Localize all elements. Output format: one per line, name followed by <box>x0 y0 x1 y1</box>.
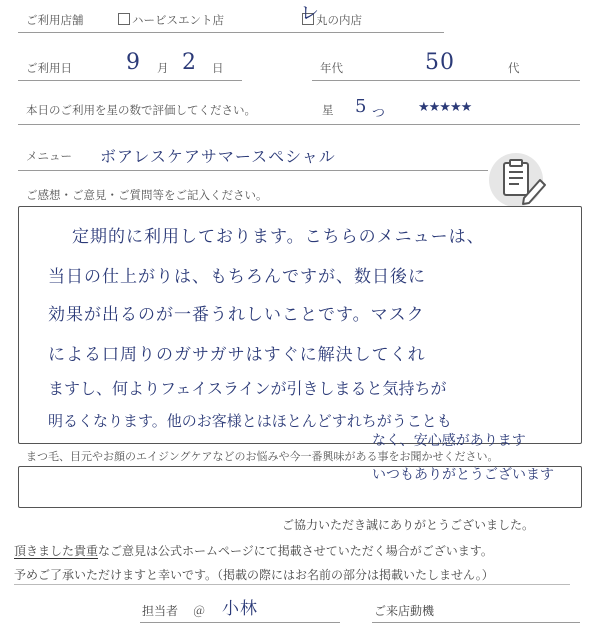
feedback-line: なく、安心感があります <box>372 433 526 449</box>
feedback-line: 定期的に利用しております。こちらのメニューは、 <box>72 227 485 247</box>
age-unit: 代 <box>508 61 520 75</box>
rating-stars: ★★★★★ <box>418 100 472 115</box>
clipboard-pencil-icon <box>488 152 552 212</box>
month-unit: 月 <box>157 61 169 75</box>
checkbox[interactable] <box>118 13 130 25</box>
feedback-line: いつもありがとうございます <box>372 467 554 483</box>
store-option-marunouchi[interactable]: 丸の内店 <box>302 12 362 28</box>
feedback-line: 当日の仕上がりは、もちろんですが、数日後に <box>48 267 426 287</box>
visit-month: 9 <box>126 50 141 75</box>
feedback-line: による口周りのガサガサはすぐに解決してくれ <box>48 345 426 365</box>
visit-date-label: ご利用日 <box>26 61 72 75</box>
feedback-line: ますし、何よりフェイスラインが引きしまると気持ちが <box>48 379 447 398</box>
visit-motive-label: ご来店動機 <box>374 604 435 618</box>
rating-unit: つ <box>372 106 387 121</box>
menu-value: ボアレスケアサマースペシャル <box>100 147 336 166</box>
notice-text-2: 予めご了承いただけますと幸いです。（掲載の際にはお名前の部分は掲載いたしません。） <box>14 568 494 582</box>
visit-day: 2 <box>182 50 197 75</box>
staff-at: ＠ <box>193 604 206 618</box>
staff-label: 担当者 <box>142 604 179 618</box>
store-option-harbis[interactable]: ハービスエント店 <box>118 12 224 28</box>
feedback-line: 明るくなります。他のお客様とはほとんどすれちがうことも <box>48 412 452 430</box>
concerns-label: まつ毛、目元やお顔のエイジングケアなどのお悩みや今一番興味がある事をお聞かせください。 <box>26 450 499 463</box>
day-unit: 日 <box>212 61 224 75</box>
feedback-line: 効果が出るのが一番うれしいことです。マスク <box>48 305 425 325</box>
check-mark: レ <box>300 2 321 24</box>
staff-name: 小林 <box>222 599 258 619</box>
feedback-label: ご感想・ご意見・ご質問等をご記入ください。 <box>26 188 268 202</box>
age-value: 50 <box>425 50 455 75</box>
rating-value: 5 <box>355 96 368 117</box>
thanks-text: ご協力いただき誠にありがとうございました。 <box>282 518 535 532</box>
notice-text: 頂きました貴重なご意見は公式ホームページにて掲載させていただく場合がございます。 <box>14 544 493 558</box>
rating-label: 星 <box>322 103 334 117</box>
rating-question: 本日のご利用を星の数で評価してください。 <box>26 103 256 117</box>
age-label: 年代 <box>320 61 343 75</box>
store-label: ご利用店舗 <box>26 13 84 27</box>
menu-label: メニュー <box>26 149 72 163</box>
